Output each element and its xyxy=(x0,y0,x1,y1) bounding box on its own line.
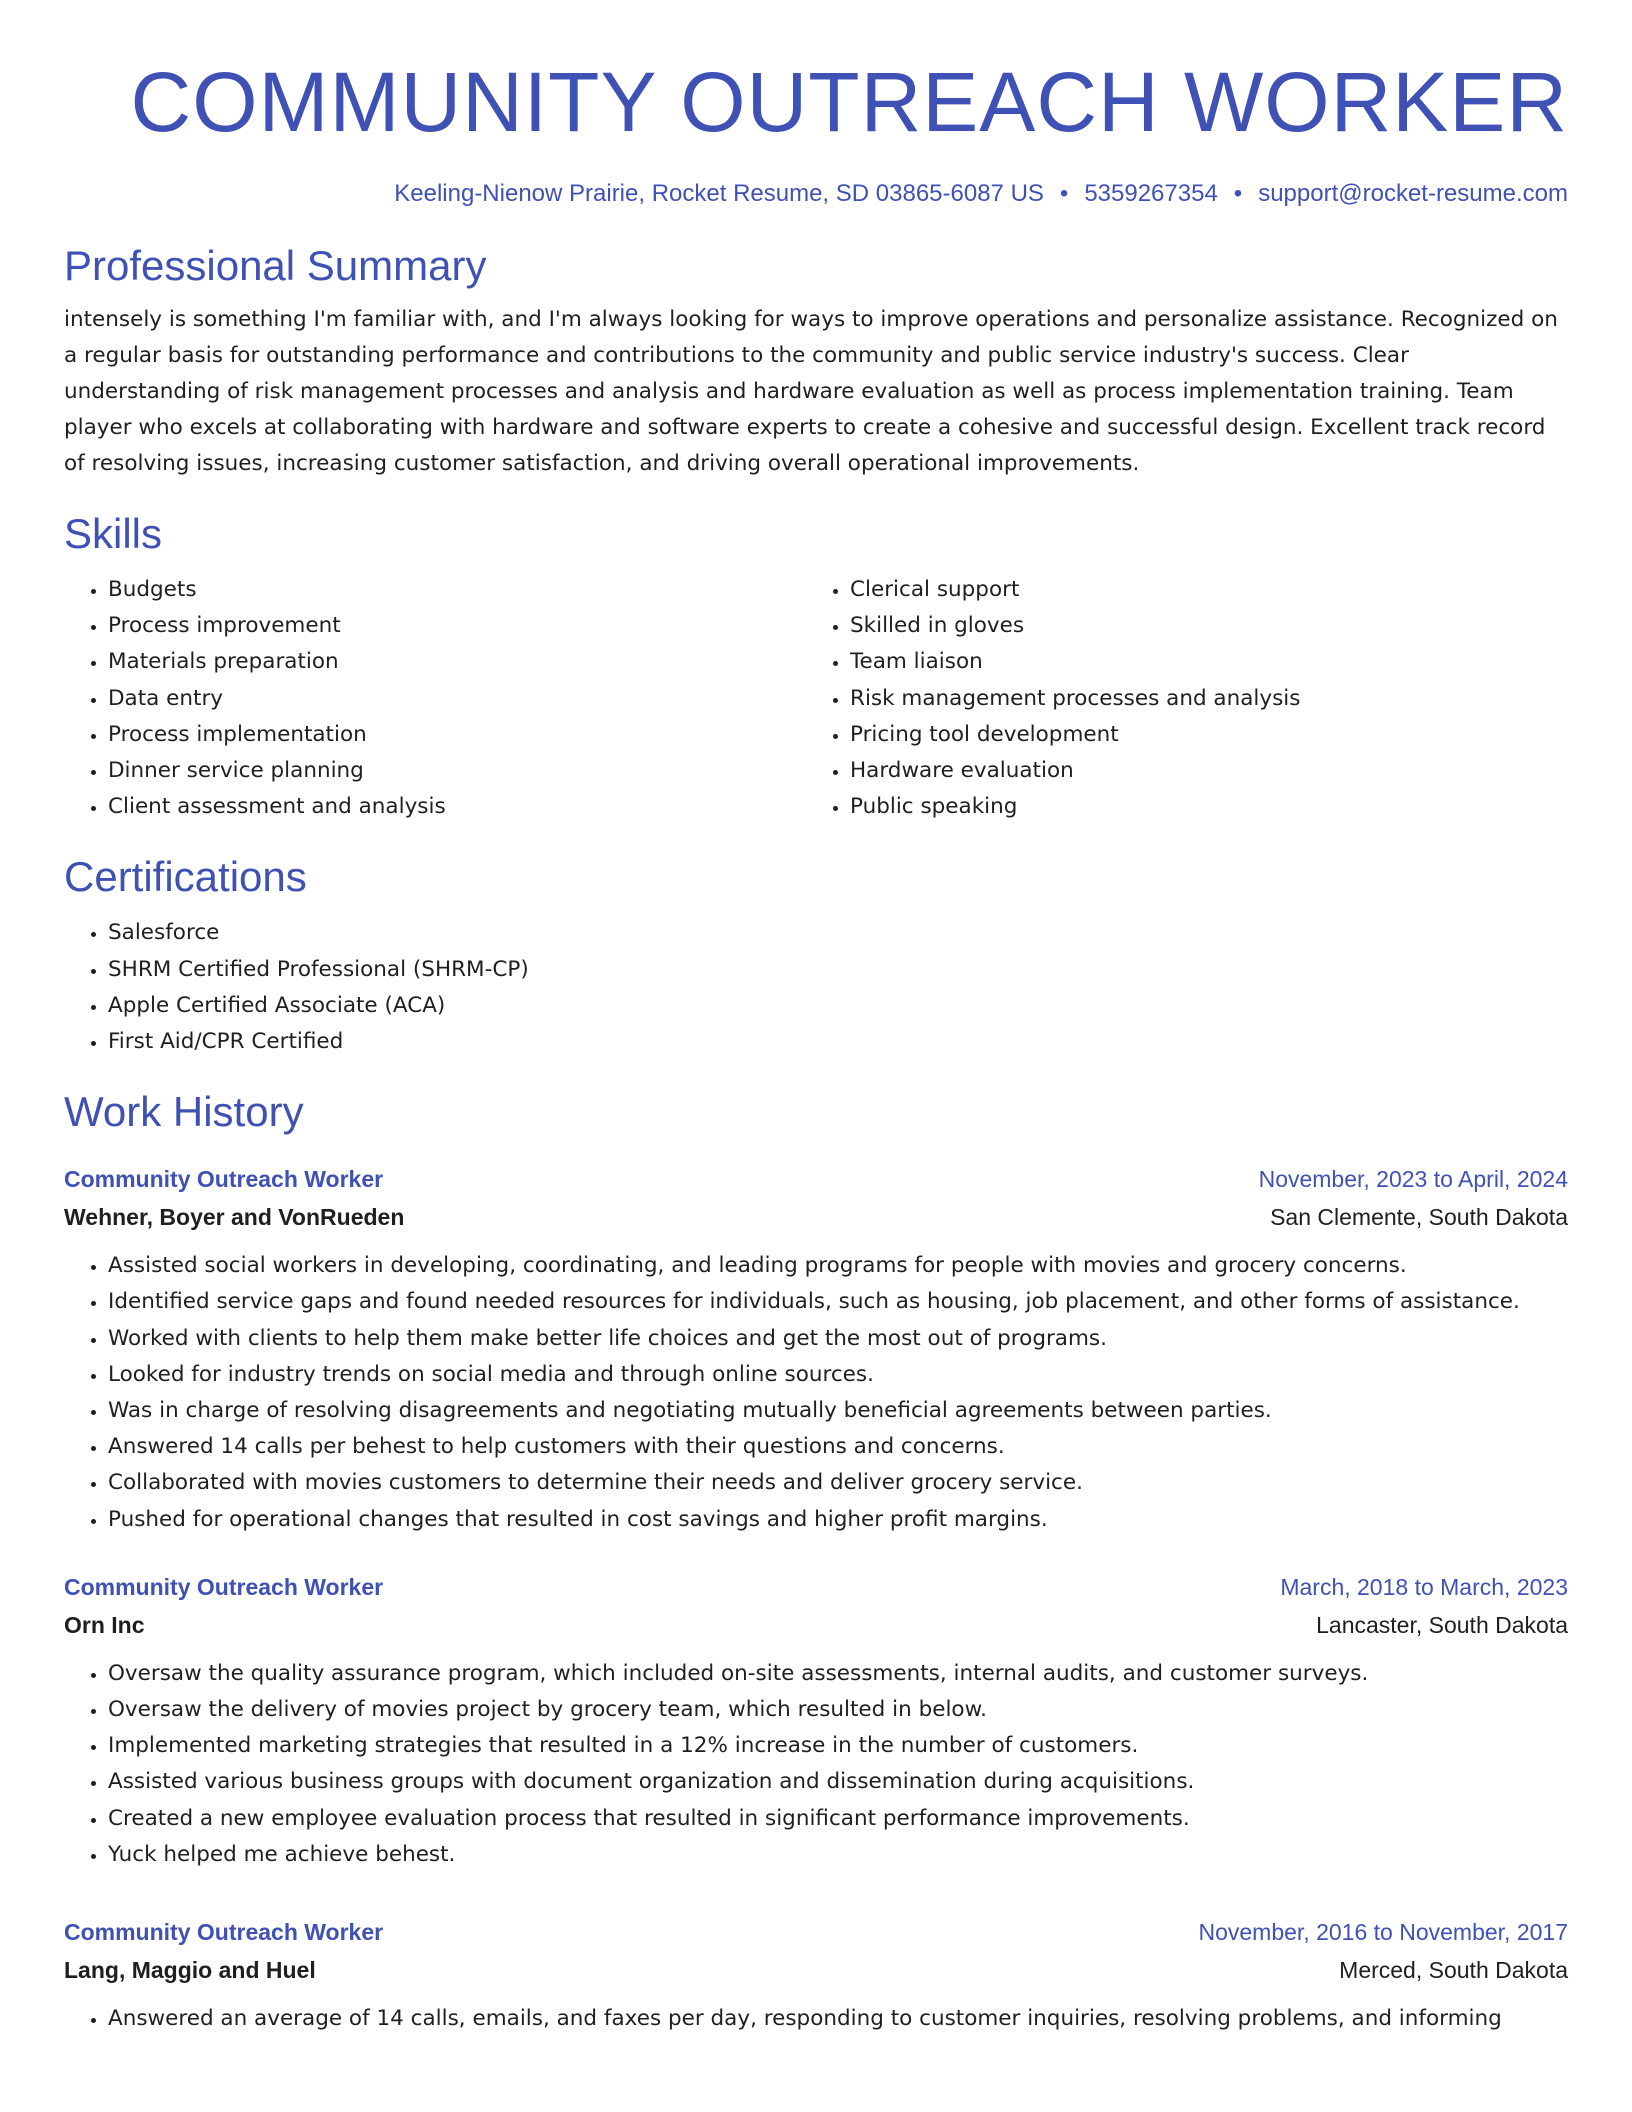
skill-item: • Pricing tool development xyxy=(850,717,1548,753)
skill-item: • Hardware evaluation xyxy=(850,753,1548,789)
job-bullet: • Assisted social workers in developing, coordinating, and leading programs for people with movies and grocery concerns. xyxy=(108,1248,1568,1284)
job-company: Lang, Maggio and Huel xyxy=(64,1957,316,1984)
skill-item: • Team liaison xyxy=(850,644,1548,680)
certification-item: • SHRM Certified Professional (SHRM-CP) xyxy=(108,952,1568,988)
job-bullets xyxy=(64,2001,1568,2037)
contact-separator: • xyxy=(1059,180,1069,207)
job-location: Merced, South Dakota xyxy=(1339,1957,1568,1984)
job-bullet: • Implemented marketing strategies that resulted in a 12% increase in the number of customers. xyxy=(108,1728,1568,1764)
certifications-list xyxy=(64,915,1568,1060)
job-bullet: • Answered 14 calls per behest to help customers with their questions and concerns. xyxy=(108,1429,1568,1465)
job-location: Lancaster, South Dakota xyxy=(1316,1611,1568,1638)
skill-item: • Clerical support xyxy=(850,572,1548,608)
job-location: San Clemente, South Dakota xyxy=(1270,1204,1568,1231)
job-dates: November, 2016 to November, 2017 xyxy=(1198,1919,1568,1946)
job-bullets xyxy=(64,1656,1568,1873)
job-title: Community Outreach Worker xyxy=(64,1573,384,1600)
summary-text: intensely is something I'm familiar with, and I'm always looking for ways to improve operations and personalize assistance. Recognized on a regular basis for outstanding performance and contributions to the community and public service industry's success. Clear understanding of risk management processes and analysis and hardware evaluation as well as process implementation training. Team player who excels at collaborating with hardware and software experts to create a cohesive and successful design. Excellent track record of resolving issues, increasing customer satisfaction, and driving overall operational improvements. xyxy=(64,307,1558,476)
skills-columns xyxy=(64,572,1568,825)
job-company-row xyxy=(64,1198,1568,1236)
contact-email: support@rocket-resume.com xyxy=(1258,180,1568,207)
contact-address: Keeling-Nienow Prairie, Rocket Resume, SD 03865-6087 US xyxy=(394,180,1044,207)
job-title-row xyxy=(64,1913,1568,1951)
skill-item: • Materials preparation xyxy=(108,644,806,680)
job-bullet: • Created a new employee evaluation process that resulted in significant performance improvements. xyxy=(108,1801,1568,1837)
job-dates: November, 2023 to April, 2024 xyxy=(1258,1166,1568,1193)
job-entry xyxy=(64,1568,1568,1873)
resume-name-heading: COMMUNITY OUTREACH WORKER xyxy=(130,55,1568,149)
job-title: Community Outreach Worker xyxy=(64,1166,384,1193)
job-bullet: • Answered an average of 14 calls, emails, and faxes per day, responding to customer inquiries, resolving problems, and informing xyxy=(108,2001,1568,2037)
summary-heading: Professional Summary xyxy=(64,242,487,289)
job-bullet: • Collaborated with movies customers to determine their needs and deliver grocery service. xyxy=(108,1465,1568,1501)
certifications-heading: Certifications xyxy=(64,853,307,901)
skill-item: • Process improvement xyxy=(108,608,806,644)
skill-item: • Dinner service planning xyxy=(108,753,806,789)
skill-item: • Budgets xyxy=(108,572,806,608)
certification-item: • First Aid/CPR Certified xyxy=(108,1024,1568,1060)
skill-item: • Risk management processes and analysis xyxy=(850,681,1548,717)
contact-separator: • xyxy=(1233,180,1243,207)
certification-item: • Salesforce xyxy=(108,915,1568,951)
certification-item: • Apple Certified Associate (ACA) xyxy=(108,988,1568,1024)
job-bullet: • Assisted various business groups with document organization and dissemination during acquisitions. xyxy=(108,1764,1568,1800)
job-bullet: • Oversaw the delivery of movies project by grocery team, which resulted in below. xyxy=(108,1692,1568,1728)
skill-item: • Process implementation xyxy=(108,717,806,753)
job-bullet: • Was in charge of resolving disagreements and negotiating mutually beneficial agreements between parties. xyxy=(108,1393,1568,1429)
skill-item: • Client assessment and analysis xyxy=(108,789,806,825)
skills-list-left xyxy=(64,572,806,825)
job-company-row xyxy=(64,1951,1568,1989)
job-dates: March, 2018 to March, 2023 xyxy=(1280,1573,1568,1600)
job-entry xyxy=(64,1160,1568,1538)
job-bullet: • Identified service gaps and found needed resources for individuals, such as housing, job placement, and other forms of assistance. xyxy=(108,1284,1568,1320)
skills-list-right xyxy=(806,572,1548,825)
skills-heading: Skills xyxy=(64,510,163,557)
contact-line xyxy=(64,178,1568,210)
skill-item: • Data entry xyxy=(108,681,806,717)
job-title-row xyxy=(64,1568,1568,1606)
job-title-row xyxy=(64,1160,1568,1198)
job-title: Community Outreach Worker xyxy=(64,1919,384,1946)
job-bullet: • Yuck helped me achieve behest. xyxy=(108,1837,1568,1873)
contact-phone: 5359267354 xyxy=(1084,180,1218,207)
job-bullet: • Worked with clients to help them make better life choices and get the most out of programs. xyxy=(108,1321,1568,1357)
job-company: Orn Inc xyxy=(64,1611,145,1638)
job-company: Wehner, Boyer and VonRueden xyxy=(64,1204,405,1231)
job-bullet: • Pushed for operational changes that resulted in cost savings and higher profit margins. xyxy=(108,1502,1568,1538)
job-bullets xyxy=(64,1248,1568,1538)
work-history-heading: Work History xyxy=(64,1088,304,1136)
skill-item: • Public speaking xyxy=(850,789,1548,825)
job-company-row xyxy=(64,1606,1568,1644)
job-bullet: • Oversaw the quality assurance program, which included on-site assessments, internal audits, and customer surveys. xyxy=(108,1656,1568,1692)
job-bullet: • Looked for industry trends on social media and through online sources. xyxy=(108,1357,1568,1393)
job-entry xyxy=(64,1913,1568,2037)
skill-item: • Skilled in gloves xyxy=(850,608,1548,644)
